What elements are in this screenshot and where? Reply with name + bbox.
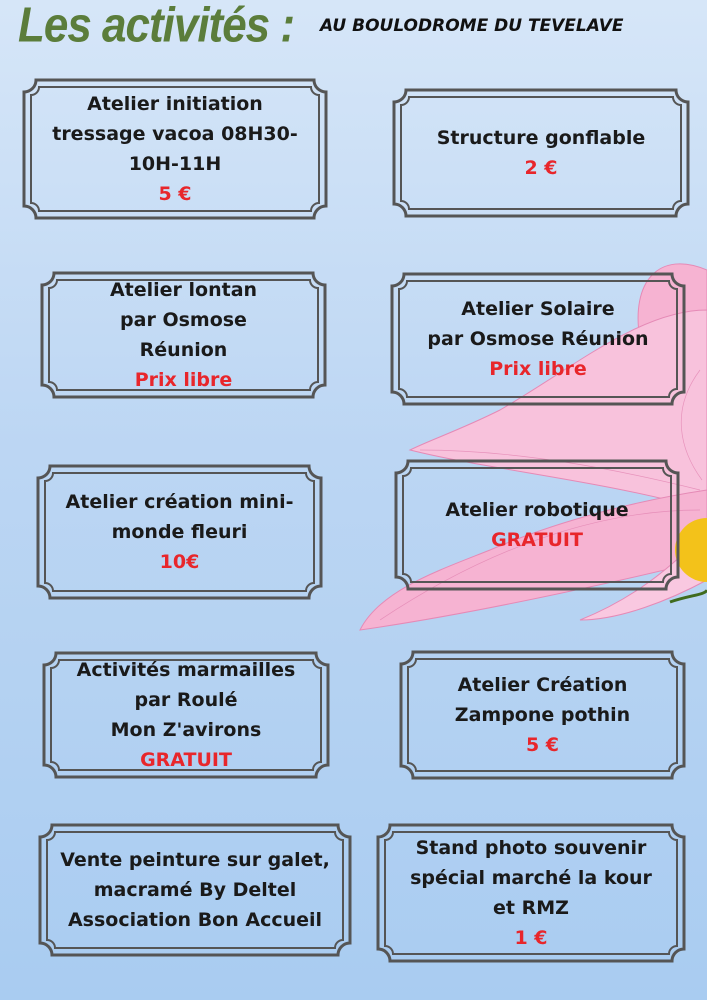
activity-title: Stand photo souvenir spécial marché la kour et RMZ — [410, 837, 652, 919]
activity-price: GRATUIT — [491, 529, 583, 551]
activity-card — [399, 650, 686, 780]
activity-title: Activités marmailles par Roulé Mon Z'avirons — [76, 659, 296, 741]
activity-card — [36, 464, 323, 600]
activity-card — [390, 272, 686, 406]
activity-price: 10€ — [159, 551, 200, 573]
activity-price: Prix libre — [489, 358, 587, 380]
activity-price: 5 € — [525, 734, 560, 756]
activity-card — [40, 271, 327, 399]
activity-title: Vente peinture sur galet, macramé By Deltel Association Bon Accueil — [60, 849, 330, 931]
activity-card — [394, 459, 680, 591]
activity-title: Atelier initiation tressage vacoa 08H30- 10H-11H — [52, 93, 298, 175]
activity-card — [22, 78, 328, 220]
activity-price: 1 € — [514, 927, 548, 949]
activity-title: Atelier robotique — [445, 499, 629, 521]
activity-title: Atelier Solaire par Osmose Réunion — [427, 298, 649, 350]
activity-price: 5 € — [158, 183, 192, 205]
activity-price: GRATUIT — [140, 749, 232, 771]
activity-title: Structure gonflable — [436, 127, 646, 149]
page-title: Les activités : — [18, 0, 295, 53]
activity-card — [376, 823, 686, 963]
activity-price: 2 € — [524, 157, 558, 179]
activity-card — [392, 88, 690, 218]
activity-card — [38, 823, 352, 957]
activity-price: Prix libre — [134, 369, 233, 391]
activity-title: Atelier création mini- monde fleuri — [65, 491, 294, 543]
activity-title: Atelier lontan par Osmose Réunion — [109, 279, 258, 361]
page-subtitle: AU BOULODROME DU TEVELAVE — [320, 16, 624, 36]
activity-card — [42, 651, 330, 779]
activity-title: Atelier Création Zampone pothin — [454, 674, 631, 726]
